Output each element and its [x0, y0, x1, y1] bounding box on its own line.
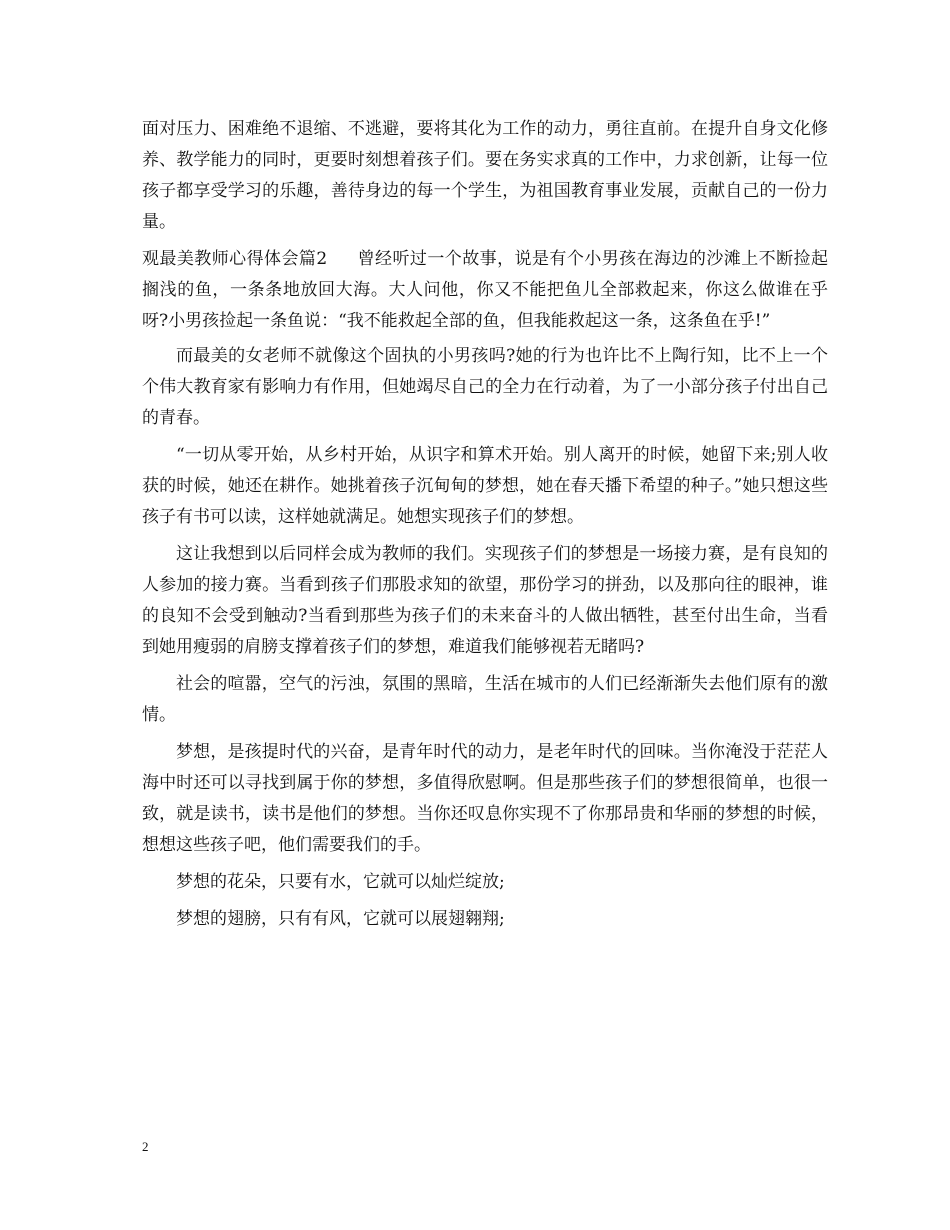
paragraph-3	[142, 341, 828, 434]
paragraph-3-text: 而最美的女老师不就像这个固执的小男孩吗?她的行为也许比不上陶行知，比不上一个个伟大教育家有影响力有作用，但她竭尽自己的全力在行动着，为了一小部分孩子付出自己的青春。	[142, 346, 828, 428]
paragraph-2	[142, 244, 828, 337]
document-body	[142, 114, 828, 941]
paragraph-1	[142, 114, 828, 238]
paragraph-9-text: 梦想的翅膀，只有有风，它就可以展翅翱翔;	[176, 909, 505, 929]
paragraph-6	[142, 669, 828, 731]
paragraph-6-text: 社会的喧嚣，空气的污浊，氛围的黑暗，生活在城市的人们已经渐渐失去他们原有的激情。	[142, 674, 828, 725]
paragraph-7	[142, 737, 828, 861]
paragraph-8-text: 梦想的花朵，只要有水，它就可以灿烂绽放;	[176, 872, 505, 892]
paragraph-5	[142, 539, 828, 663]
paragraph-5-text: 这让我想到以后同样会成为教师的我们。实现孩子们的梦想是一场接力赛，是有良知的人参加的接力赛。当看到孩子们那股求知的欲望，那份学习的拼劲，以及那向往的眼神，谁的良知不会受到触动?当看到那些为孩子们的未来奋斗的人做出牺牲，甚至付出生命，当看到她用瘦弱的肩膀支撑着孩子们的梦想，难道我们能够视若无睹吗?	[142, 544, 828, 657]
paragraph-4	[142, 440, 828, 533]
section-heading: 观最美教师心得体会篇2	[142, 249, 328, 269]
paragraph-9	[142, 904, 828, 935]
paragraph-2-text: 曾经听过一个故事，说是有个小男孩在海边的沙滩上不断捡起搁浅的鱼，一条条地放回大海。大人问他，你又不能把鱼儿全部救起来，你这么做谁在乎呀?小男孩捡起一条鱼说：“我不能救起全部的鱼，但我能救起这一条，这条鱼在乎!”	[142, 249, 828, 331]
paragraph-8	[142, 867, 828, 898]
paragraph-7-text: 梦想，是孩提时代的兴奋，是青年时代的动力，是老年时代的回味。当你淹没于茫茫人海中时还可以寻找到属于你的梦想，多值得欣慰啊。但是那些孩子们的梦想很简单，也很一致，就是读书，读书是他们的梦想。当你还叹息你实现不了你那昂贵和华丽的梦想的时候，想想这些孩子吧，他们需要我们的手。	[142, 742, 828, 855]
paragraph-4-text: “一切从零开始，从乡村开始，从识字和算术开始。别人离开的时候，她留下来;别人收获的时候，她还在耕作。她挑着孩子沉甸甸的梦想，她在春天播下希望的种子。”她只想这些孩子有书可以读，这样她就满足。她想实现孩子们的梦想。	[142, 445, 828, 527]
page-number: 2	[142, 1139, 149, 1154]
paragraph-1-text: 面对压力、困难绝不退缩、不逃避，要将其化为工作的动力，勇往直前。在提升自身文化修养、教学能力的同时，更要时刻想着孩子们。要在务实求真的工作中，力求创新，让每一位孩子都享受学习的乐趣，善待身边的每一个学生，为祖国教育事业发展，贡献自己的一份力量。	[142, 119, 828, 232]
